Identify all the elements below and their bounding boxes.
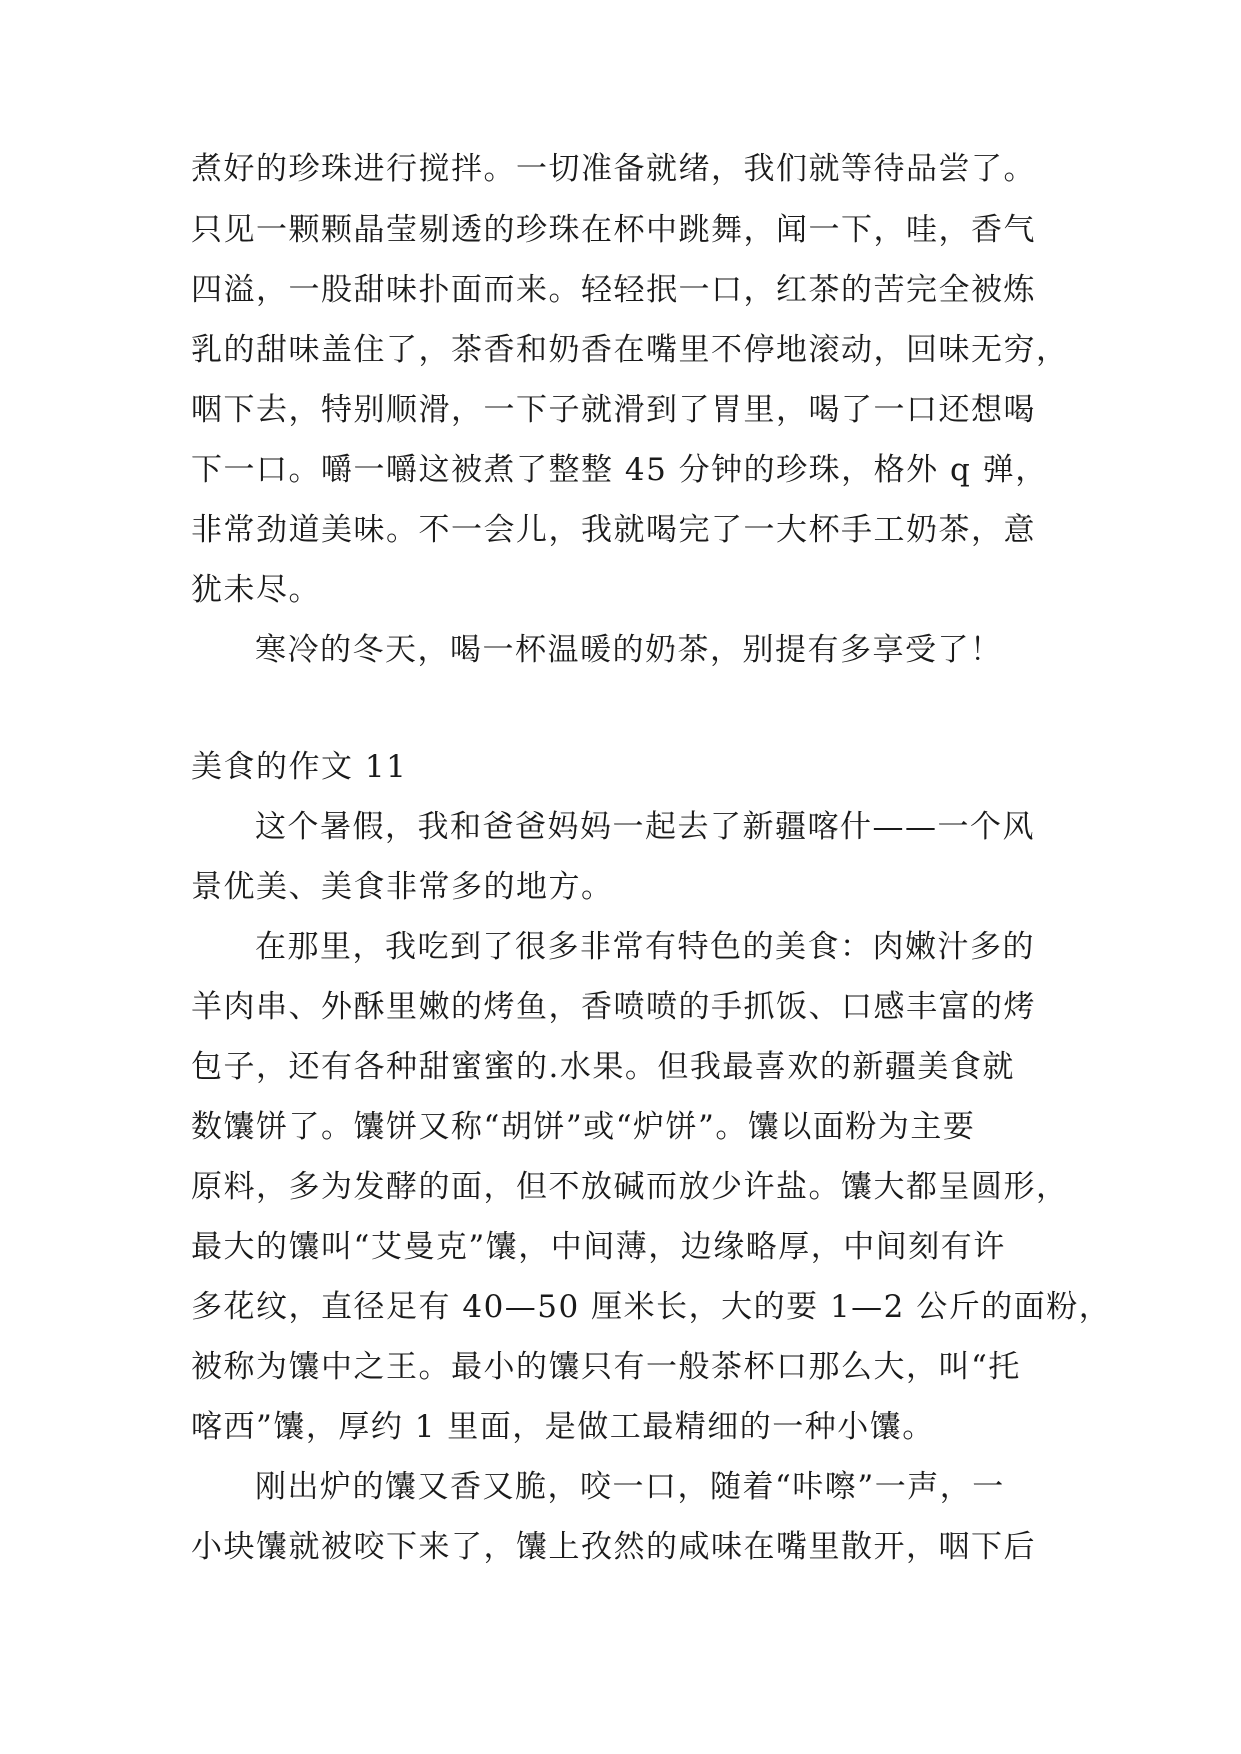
text-line: 羊肉串、外酥里嫩的烤鱼，香喷喷的手抓饭、口感丰富的烤 <box>191 989 1036 1025</box>
text-line: 四溢，一股甜味扑面而来。轻轻抿一口，红茶的苦完全被炼 <box>191 272 1036 308</box>
section-heading: 美食的作文 11 <box>191 749 408 785</box>
text-line: 景优美、美食非常多的地方。 <box>191 869 614 905</box>
text-line: 只见一颗颗晶莹剔透的珍珠在杯中跳舞，闻一下，哇，香气 <box>191 212 1036 248</box>
paragraph-first-line: 在那里，我吃到了很多非常有特色的美食：肉嫩汁多的 <box>255 929 1035 965</box>
text-line: 煮好的珍珠进行搅拌。一切准备就绪，我们就等待品尝了。 <box>191 151 1036 187</box>
text-line: 咽下去，特别顺滑，一下子就滑到了胃里，喝了一口还想喝 <box>191 392 1036 428</box>
text-line: 包子，还有各种甜蜜蜜的.水果。但我最喜欢的新疆美食就 <box>191 1049 1015 1085</box>
text-line: 最大的馕叫“艾曼克”馕，中间薄，边缘略厚，中间刻有许 <box>191 1229 1006 1265</box>
text-line: 数馕饼了。馕饼又称“胡饼”或“炉饼”。馕以面粉为主要 <box>191 1109 976 1145</box>
text-line: 喀西”馕，厚约 1 里面，是做工最精细的一种小馕。 <box>191 1409 935 1445</box>
text-line: 多花纹，直径足有 40—50 厘米长，大的要 1—2 公斤的面粉， <box>191 1289 1112 1325</box>
text-line: 小块馕就被咬下来了，馕上孜然的咸味在嘴里散开，咽下后 <box>191 1529 1036 1565</box>
text-line: 下一口。嚼一嚼这被煮了整整 45 分钟的珍珠，格外 q 弹， <box>191 452 1048 488</box>
text-line: 犹未尽。 <box>191 572 321 608</box>
text-line: 被称为馕中之王。最小的馕只有一般茶杯口那么大，叫“托 <box>191 1349 1021 1385</box>
paragraph-first-line: 寒冷的冬天，喝一杯温暖的奶茶，别提有多享受了！ <box>255 632 1003 668</box>
text-line: 乳的甜味盖住了，茶香和奶香在嘴里不停地滚动，回味无穷， <box>191 332 1069 368</box>
text-line: 原料，多为发酵的面，但不放碱而放少许盐。馕大都呈圆形， <box>191 1169 1069 1205</box>
paragraph-first-line: 这个暑假，我和爸爸妈妈一起去了新疆喀什——一个风 <box>255 809 1035 845</box>
paragraph-first-line: 刚出炉的馕又香又脆，咬一口，随着“咔嚓”一声，一 <box>255 1469 1005 1505</box>
text-line: 非常劲道美味。不一会儿，我就喝完了一大杯手工奶茶，意 <box>191 512 1036 548</box>
